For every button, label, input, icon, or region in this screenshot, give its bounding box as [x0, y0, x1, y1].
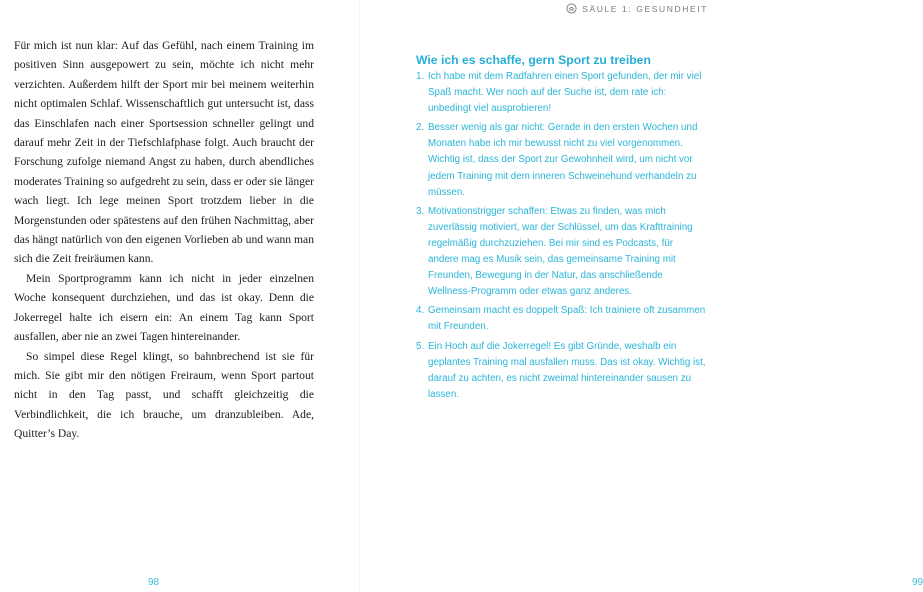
list-item-text: Motivationstrigger schaffen: Etwas zu finden, was mich zuverlässig motiviert, war der Schlüssel, um das Krafttraining regelmäßig durchzuziehen. Bei mir sind es Podcasts, für andere mag es Musik sein, das gemeinsame Training mit Freunden, Bewegung in der Natur, das anschließende Wellness-Programm oder etwas ganz anderes. — [428, 205, 693, 298]
right-page — [360, 0, 923, 592]
list-item — [416, 69, 706, 117]
list-item-text: Ich habe mit dem Radfahren einen Sport gefunden, der mir viel Spaß macht. Wer noch auf der Suche ist, dem rate ich: unbedingt viel ausprobieren! — [428, 71, 702, 115]
left-page — [0, 0, 360, 592]
paragraph-1: Für mich ist nun klar: Auf das Gefühl, nach einem Training im positiven Sinn ausgepowert zu sein, möchte ich nicht mehr verzichten. Außerdem hilft der Sport mir bei meinem weiterhin nicht optimalen Schlaf. Wissenschaftlich gut untersucht ist, dass das Einschlafen nach einer Sportsession schneller gelingt und darauf mehr Zeit in der Tiefschlafphase folgt. Auch braucht der Forschung zufolge niemand Angst zu haben, durch abendliches moderates Training so aufgedreht zu sein, dass er oder sie länger wach liegt. Ich lege meinen Sport trotzdem lieber in die Morgenstunden oder spätestens auf den frühen Nachmittag, aber das hängt natürlich von den eigenen Vorlieben ab und wann man sich die Zeit freiräumen kann. — [14, 39, 314, 266]
paragraph-2: Mein Sportprogramm kann ich nicht in jeder einzelnen Woche konsequent durchziehen, und das ist okay. Denn die Jokerregel halte ich eisern ein: An einem Tag kann Sport ausfallen, aber nie an zwei Tagen hintereinander. — [14, 271, 314, 344]
list-item — [416, 339, 706, 403]
page-number-right: 99 — [912, 577, 923, 588]
list-item-number: 4. — [416, 305, 425, 317]
list-item-number: 5. — [416, 340, 425, 352]
running-head-text: SÄULE 1: GESUNDHEIT — [582, 3, 708, 14]
paragraph-3: So simpel diese Regel klingt, so bahnbrechend ist sie für mich. Sie gibt mir den nötigen Freiraum, wenn Sport partout nicht in den Tag passt, und schafft gleichzeitig die Verbindlichkeit, die ich brauche, um dranzubleiben. Ade, Quitter’s Day. — [14, 349, 314, 441]
tip-box — [416, 52, 706, 406]
list-item-text: Gemeinsam macht es doppelt Spaß: Ich trainiere oft zusammen mit Freunden. — [428, 305, 706, 333]
list-item — [416, 303, 706, 335]
list-item-number: 1. — [416, 71, 425, 82]
page-number-left: 98 — [148, 577, 160, 588]
tip-list — [416, 69, 706, 403]
list-item — [416, 204, 706, 301]
tip-box-title: Wie ich es schaffe, gern Sport zu treiben — [416, 53, 651, 67]
stylized-logo-icon — [566, 3, 577, 14]
list-item-text: Besser wenig als gar nicht: Gerade in den ersten Wochen und Monaten habe ich mir bewusst nicht zu viel vorgenommen. Wichtig ist, dass der Sport zur Gewohnheit wird, um nicht vor jedem Training mit dem inneren Schweinehund verhandeln zu müssen. — [428, 122, 698, 198]
list-item — [416, 120, 706, 200]
running-head — [566, 3, 708, 14]
list-item-number: 2. — [416, 122, 425, 134]
list-item-number: 3. — [416, 205, 425, 217]
body-text — [14, 36, 314, 444]
list-item-text: Ein Hoch auf die Jokerregel! Es gibt Gründe, weshalb ein geplantes Training mal ausfallen muss. Das ist okay. Wichtig ist, darauf zu achten, es nicht zweimal hintereinander sausen zu lassen. — [428, 340, 706, 400]
